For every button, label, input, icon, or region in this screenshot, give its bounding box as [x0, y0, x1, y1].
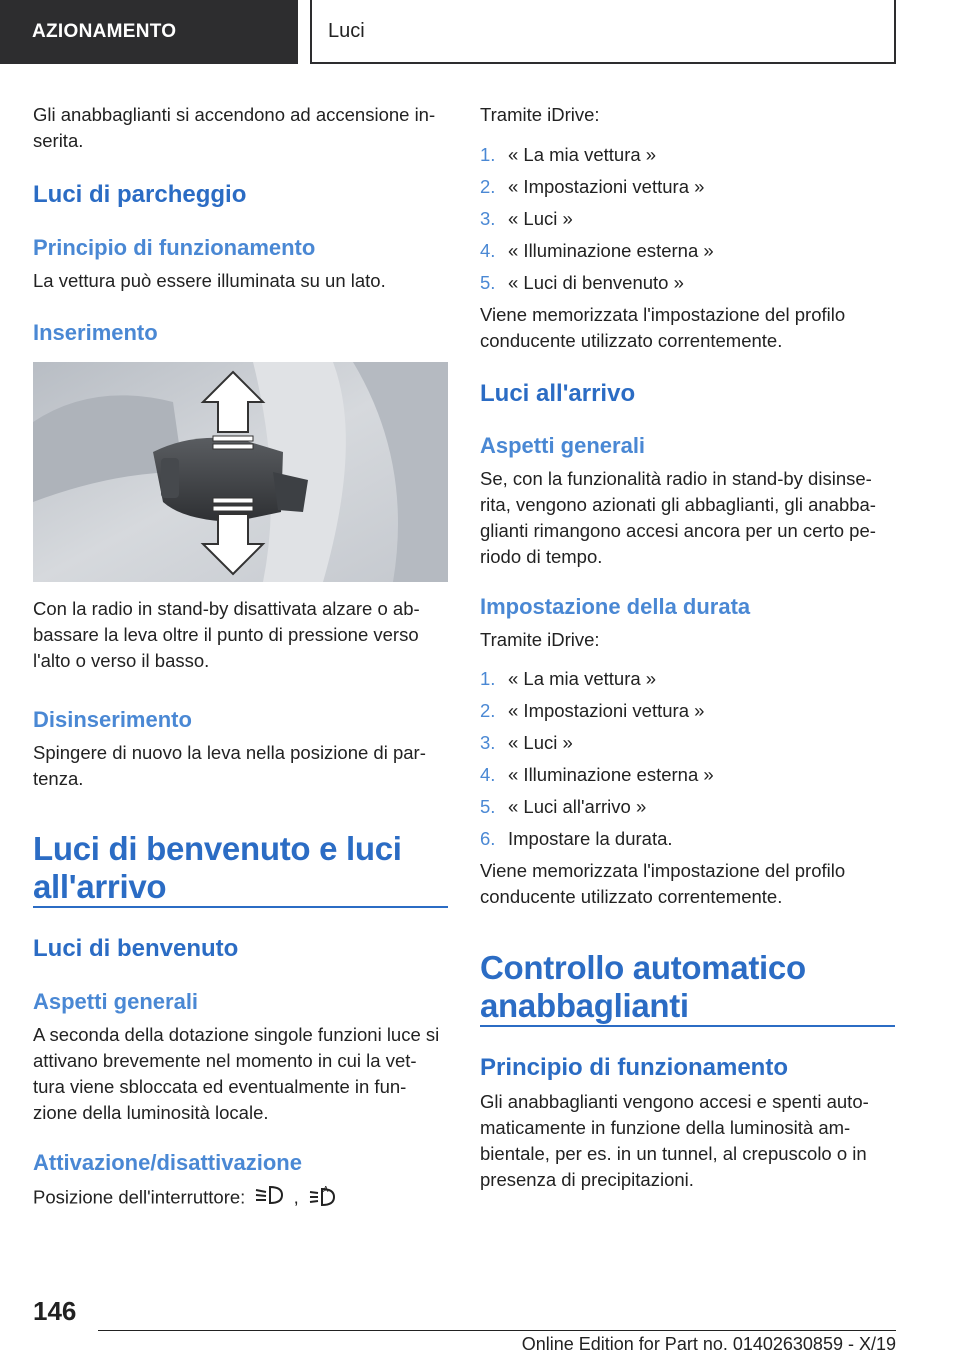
section-title: AZIONAMENTO — [32, 21, 177, 42]
insert-text: Con la radio in stand-by disattivata alzare o ab-bassare la leva oltre il punto di pressione verso l'alto o verso il basso. — [33, 598, 420, 671]
remove-text: Spingere di nuovo la leva nella posizione di par-tenza. — [33, 742, 426, 789]
chapter-title: Luci — [328, 19, 365, 42]
duration-heading: Impostazione della durata — [480, 594, 751, 619]
remove-heading: Disinserimento — [33, 707, 192, 732]
auto-light-icon — [308, 1184, 338, 1213]
general-heading-right: Aspetti generali — [480, 433, 646, 458]
general-heading: Aspetti generali — [33, 989, 199, 1014]
svg-text:A: A — [322, 1185, 329, 1194]
heading-underline — [33, 906, 448, 908]
footer-divider — [98, 1330, 896, 1331]
idrive-label-1: Tramite iDrive: — [480, 104, 600, 125]
insert-heading: Inserimento — [33, 320, 158, 345]
edition-footer: Online Edition for Part no. 01402630859 - X/19 — [521, 1334, 896, 1354]
heading-underline — [480, 1025, 895, 1027]
welcome-main-heading: Luci di benvenuto e luci all'arrivo — [33, 830, 402, 905]
switch-separator: , — [293, 1186, 299, 1208]
principle-text: La vettura può essere illuminata su un lato. — [33, 270, 386, 291]
auto-principle-heading: Principio di funzionamento — [480, 1054, 788, 1081]
switch-position-text — [33, 1184, 448, 1213]
arrival-lights-heading: Luci all'arrivo — [480, 380, 636, 407]
intro-text: Gli anabbaglianti si accendono ad accensione in-serita. — [33, 104, 436, 151]
switch-label: Posizione dell'interruttore: — [33, 1186, 246, 1208]
activation-heading: Attivazione/disattivazione — [33, 1150, 302, 1175]
memory-text-2: Viene memorizzata l'impostazione del profilo conducente utilizzato correntemente. — [480, 860, 846, 907]
idrive-label-2: Tramite iDrive: — [480, 629, 600, 650]
lever-illustration — [33, 362, 448, 582]
turn-signal-lever-image — [33, 362, 448, 582]
memory-text-1: Viene memorizzata l'impostazione del profilo conducente utilizzato correntemente. — [480, 304, 846, 351]
chapter-header — [310, 0, 896, 64]
welcome-lights-heading: Luci di benvenuto — [33, 935, 239, 962]
low-beam-icon — [254, 1184, 284, 1213]
arrival-general-text: Se, con la funzionalità radio in stand-by disinse-rita, vengono azionati gli abbaglianti, gli anabba-glianti rimangono accesi ancora per un certo pe-riodo di tempo. — [480, 468, 876, 567]
auto-control-main-heading: Controllo automatico anabbaglianti — [480, 949, 806, 1024]
general-text: A seconda della dotazione singole funzioni luce si attivano brevemente nel momento in cui la vet-tura viene sbloccata ed eventualmente in fun-zione della luminosità locale. — [33, 1024, 440, 1123]
page-number: 146 — [33, 1296, 77, 1326]
parking-lights-heading: Luci di parcheggio — [33, 181, 247, 208]
principle-heading: Principio di funzionamento — [33, 235, 316, 260]
section-tab — [0, 0, 298, 64]
auto-principle-text: Gli anabbaglianti vengono accesi e spenti auto-maticamente in funzione della luminosità am-bientale, per es. in un tunnel, al crepuscolo o in presenza di precipitazioni. — [480, 1091, 869, 1190]
